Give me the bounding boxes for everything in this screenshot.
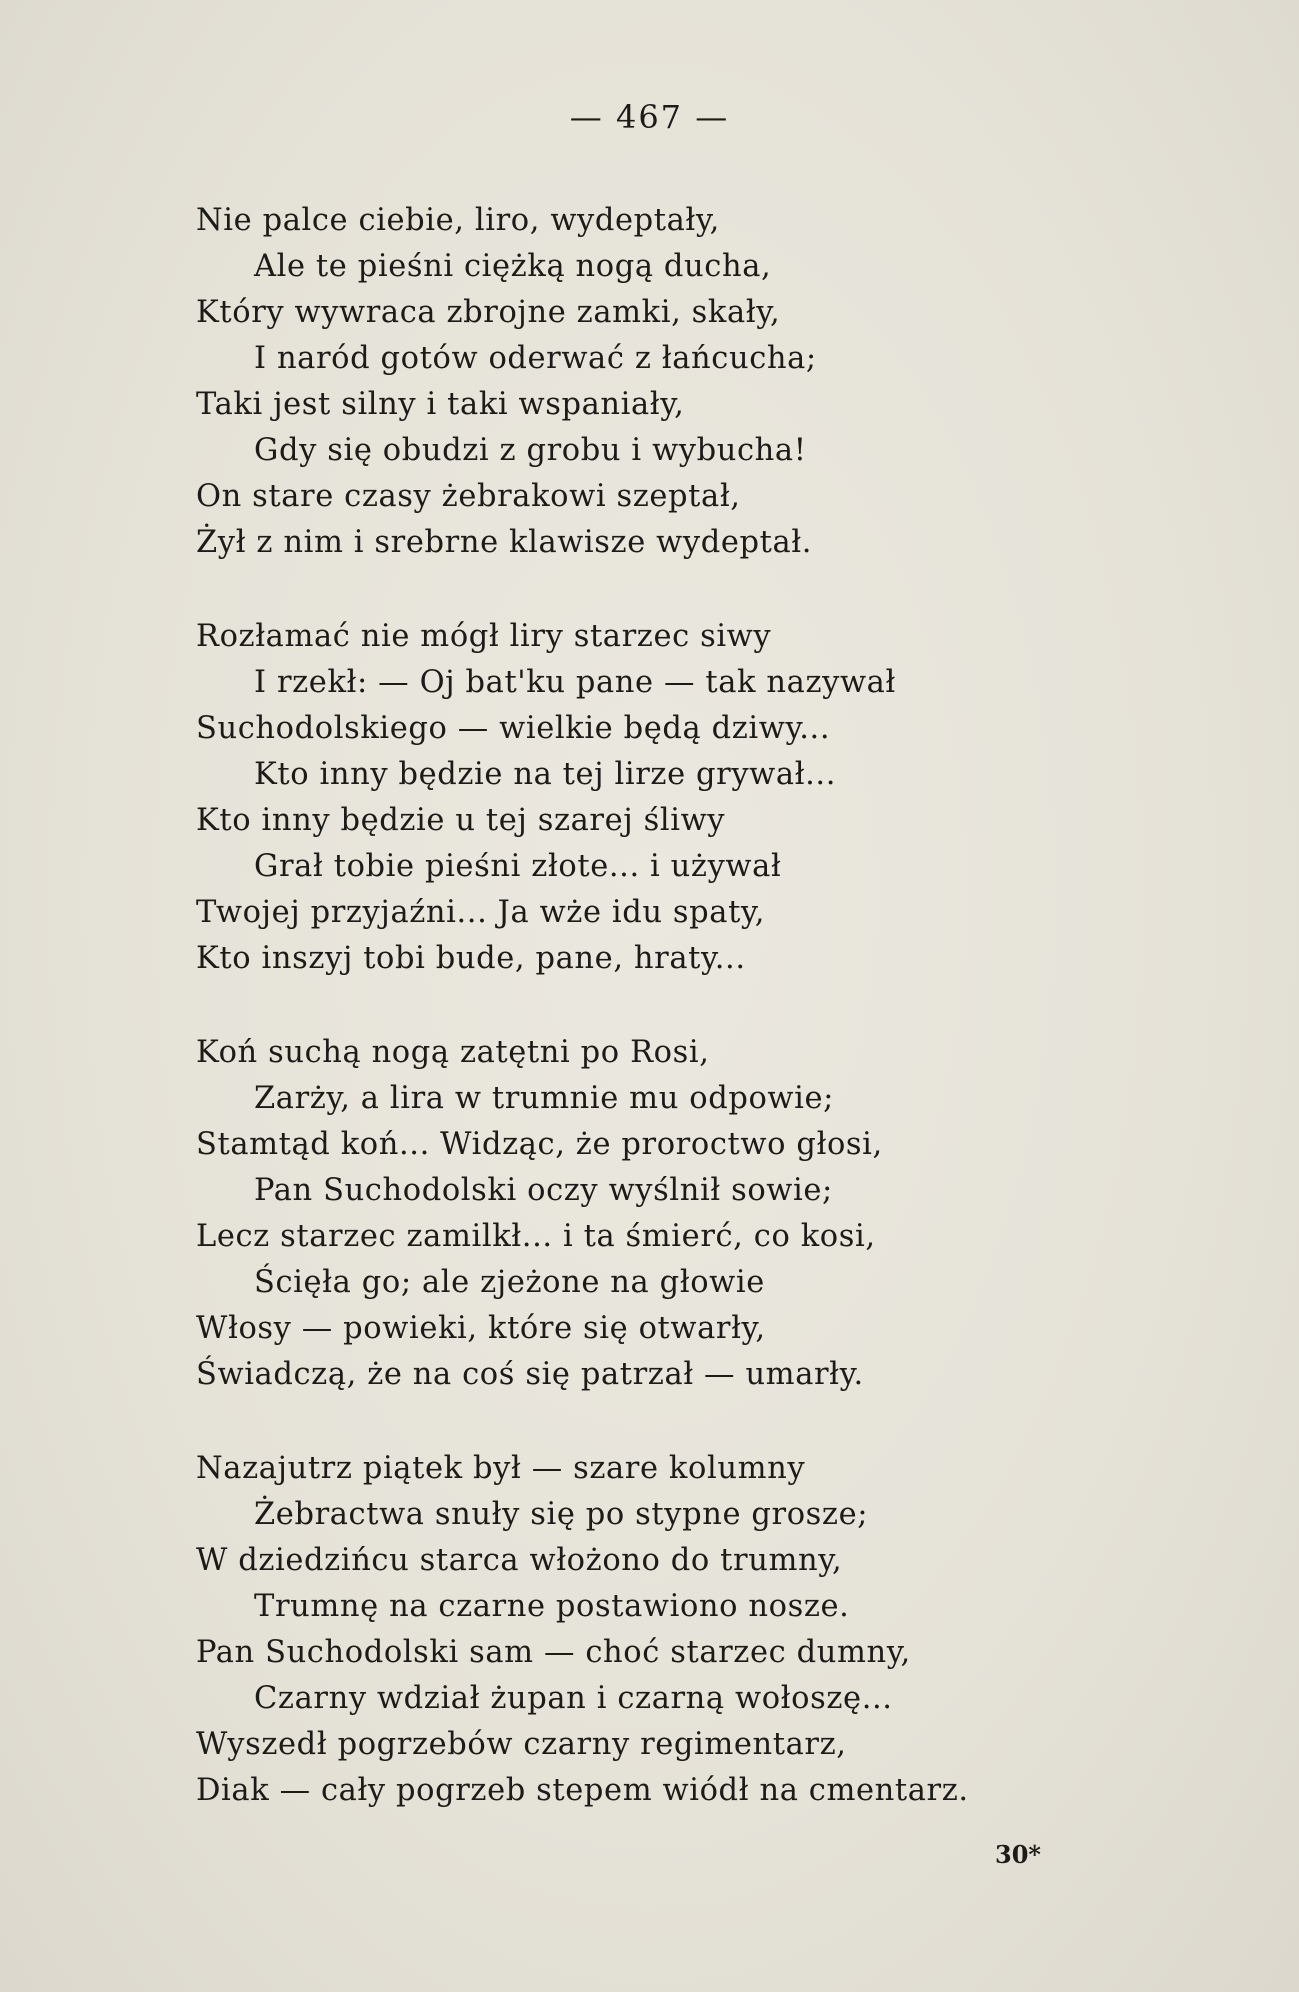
verse-line: Twojej przyjaźni... Ja wże idu spaty,	[196, 895, 766, 930]
verse-line: Czarny wdział żupan i czarną wołoszę...	[254, 1681, 893, 1716]
verse-line: Nie palce ciebie, liro, wydeptały,	[196, 203, 720, 238]
verse-line: Który wywraca zbrojne zamki, skały,	[196, 295, 781, 330]
verse-line: Kto inny będzie na tej lirze grywał...	[254, 757, 837, 792]
stanza-1	[196, 198, 1256, 566]
verse-line: Diak — cały pogrzeb stepem wiódł na cmentarz.	[196, 1773, 969, 1808]
verse-line: I naród gotów oderwać z łańcucha;	[254, 341, 817, 376]
verse-line: Żył z nim i srebrne klawisze wydeptał.	[196, 525, 813, 560]
verse-line: Pan Suchodolski sam — choć starzec dumny,	[196, 1635, 911, 1670]
verse-line: Kto inny będzie u tej szarej śliwy	[196, 803, 726, 838]
verse-line: I rzekł: — Oj bat'ku pane — tak nazywał	[254, 665, 896, 700]
verse-line: Zarży, a lira w trumnie mu odpowie;	[254, 1081, 835, 1116]
stanza-4	[196, 1446, 1256, 1814]
stanza-2	[196, 614, 1256, 982]
verse-line: Rozłamać nie mógł liry starzec siwy	[196, 619, 772, 654]
verse-line: Gdy się obudzi z grobu i wybucha!	[254, 433, 807, 468]
verse-line: W dziedzińcu starca włożono do trumny,	[196, 1543, 843, 1578]
printer-signature-mark: 30*	[995, 1840, 1041, 1869]
verse-line: Suchodolskiego — wielkie będą dziwy...	[196, 711, 831, 746]
verse-line: Trumnę na czarne postawiono nosze.	[254, 1589, 850, 1624]
page-number: — 467 —	[569, 98, 730, 136]
verse-line: Pan Suchodolski oczy wyślnił sowie;	[254, 1173, 833, 1208]
verse-line: Żebractwa snuły się po stypne grosze;	[254, 1497, 869, 1532]
verse-line: Stamtąd koń... Widząc, że proroctwo głosi,	[196, 1127, 883, 1162]
verse-line: Wyszedł pogrzebów czarny regimentarz,	[196, 1727, 847, 1762]
verse-line: On stare czasy żebrakowi szeptał,	[196, 479, 741, 514]
verse-line: Nazajutrz piątek był — szare kolumny	[196, 1451, 806, 1486]
verse-line: Włosy — powieki, które się otwarły,	[196, 1311, 766, 1346]
verse-line: Świadczą, że na coś się patrzał — umarły.	[196, 1357, 864, 1392]
verse-line: Kto inszyj tobi bude, pane, hraty...	[196, 941, 746, 976]
verse-line: Grał tobie pieśni złote... i używał	[254, 849, 782, 884]
verse-line: Ścięła go; ale zjeżone na głowie	[254, 1265, 765, 1300]
verse-line: Lecz starzec zamilkł... i ta śmierć, co kosi,	[196, 1219, 876, 1254]
verse-line: Ale te pieśni ciężką nogą ducha,	[254, 249, 772, 284]
verse-line: Koń suchą nogą zatętni po Rosi,	[196, 1035, 710, 1070]
verse-line: Taki jest silny i taki wspaniały,	[196, 387, 685, 422]
stanza-3	[196, 1030, 1256, 1398]
